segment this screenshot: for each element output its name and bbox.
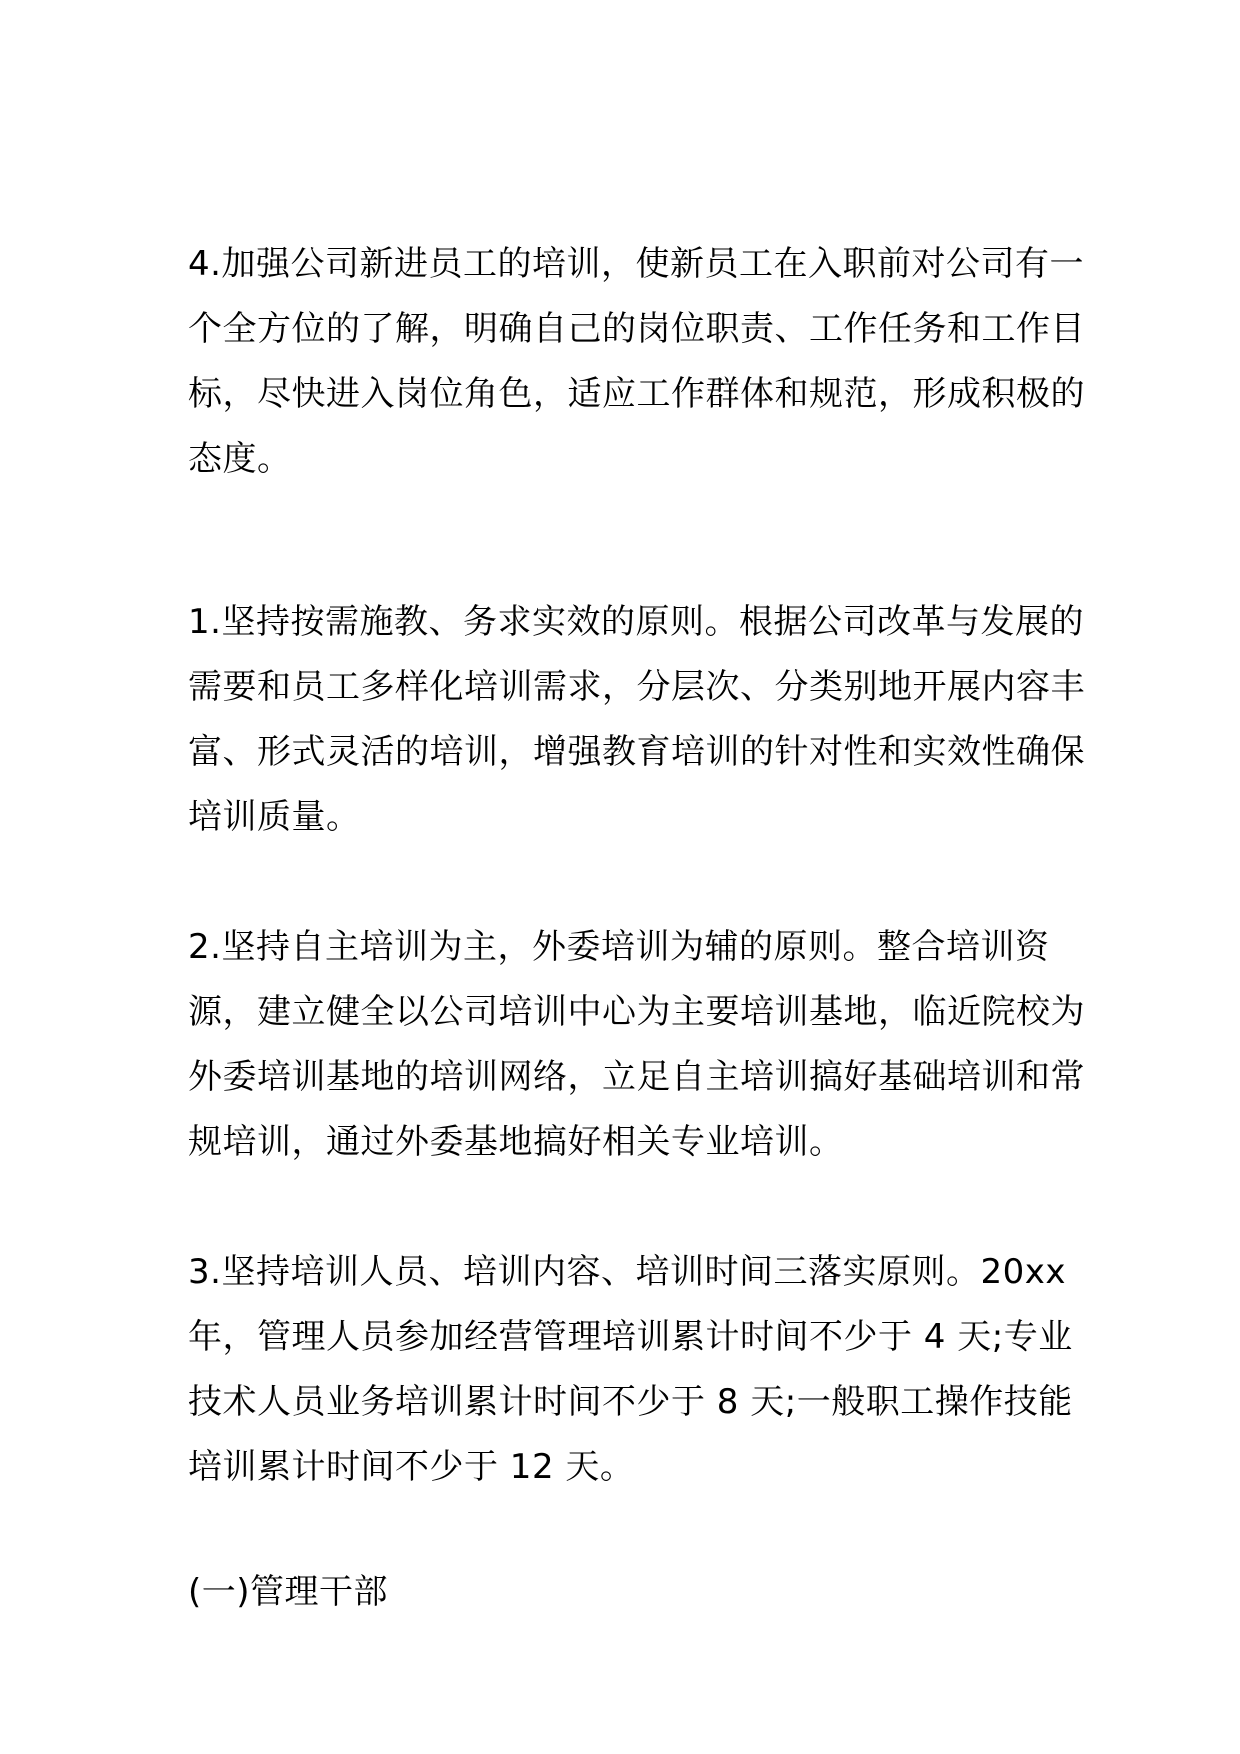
paragraph-new-employee-training: 4.加强公司新进员工的培训，使新员工在入职前对公司有一个全方位的了解，明确自己的岗位职责、工作任务和工作目标，尽快进入岗位角色，适应工作群体和规范，形成积极的态度。 — [188, 244, 1085, 479]
paragraph-principle-self-training: 2.坚持自主培训为主，外委培训为辅的原则。整合培训资源，建立健全以公司培训中心为主要培训基地，临近院校为外委培训基地的培训网络，立足自主培训搞好基础培训和常规培训，通过外委基地搞好相关专业培训。 — [188, 927, 1085, 1162]
paragraph-principle-three-implementations: 3.坚持培训人员、培训内容、培训时间三落实原则。20xx 年，管理人员参加经营管理培训累计时间不少于 4 天;专业技术人员业务培训累计时间不少于 8 天;一般职工操作技能培训累计时间不少于 12 天。 — [188, 1252, 1073, 1487]
paragraph-principle-on-demand: 1.坚持按需施教、务求实效的原则。根据公司改革与发展的需要和员工多样化培训需求，分层次、分类别地开展内容丰富、形式灵活的培训，增强教育培训的针对性和实效性确保培训质量。 — [188, 602, 1085, 837]
section-heading-management-cadres: (一)管理干部 — [188, 1572, 389, 1612]
